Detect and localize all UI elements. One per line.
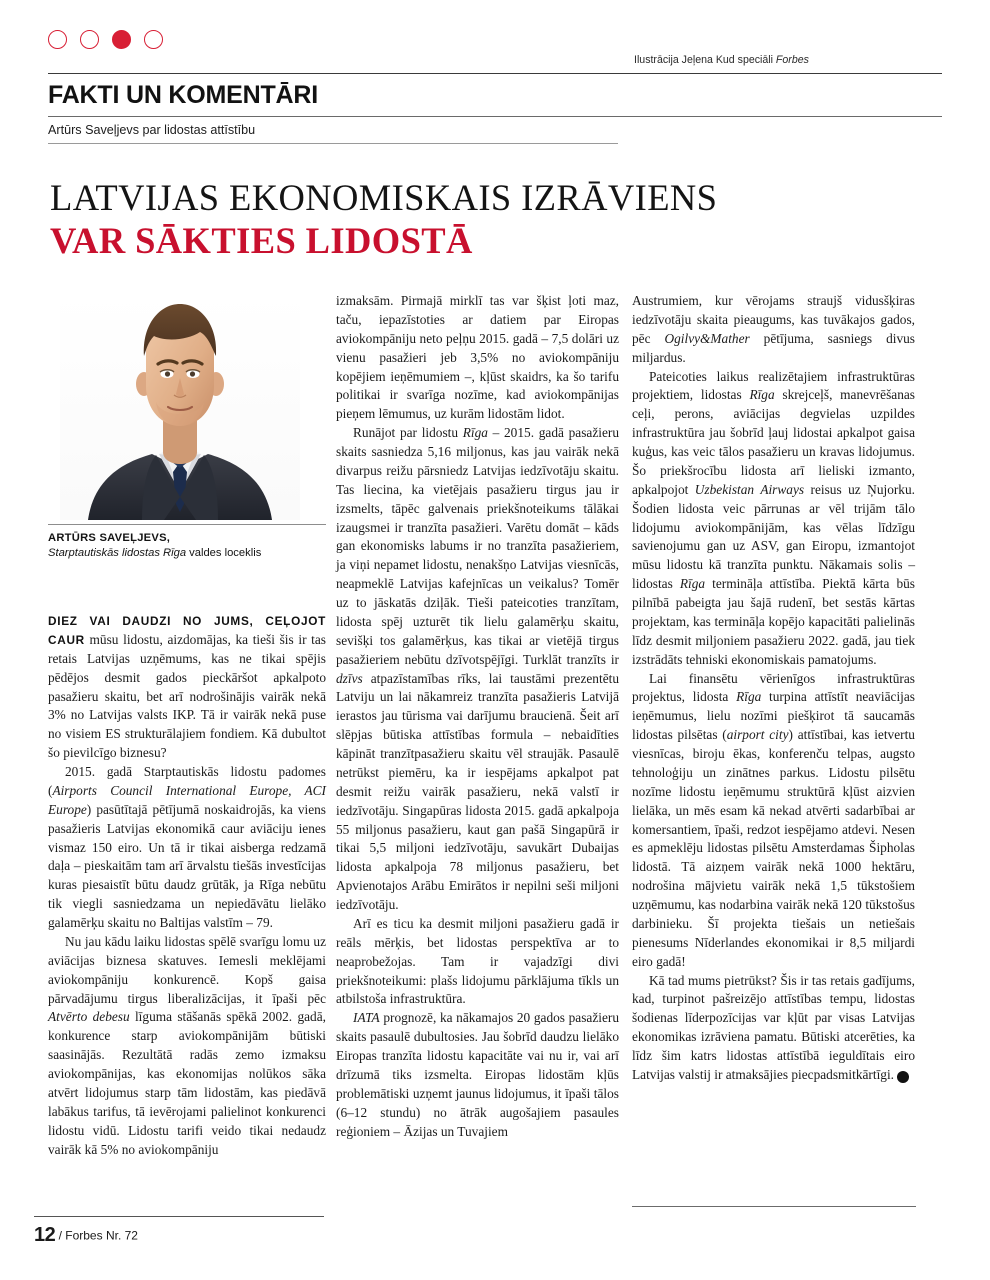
c2-p2-a: Runājot par lidostu (353, 425, 463, 441)
c3-p3-italic-airport-city: airport city (726, 727, 789, 743)
c3-p2-b: skrejceļš, manevrēšanas ceļi, perons, aviācijas degvielas uzpildes infrastruktūra jau šobrīd ļauj lidostai apkalpot gaisa kuģus, kas veic tālos pasažieru un kravas lidojumus. Šo priekšrocību lidosta arī lieliski izmanto, apkalpojot (632, 387, 916, 497)
c3-p4-text: Kā tad mums pietrūkst? Šis ir tas retais gadījums, kad, turpinot pašreizējo attīstības tempu, lidostas šodienas līderpozīcijas var kļūt par visas Latvijas ekonomikas izrāviena pamatu. Būtiski atcerēties, ka līdz šim katrs lidostas attīstībā ieguldītais eiro Latvijas valstij ir atmaksājies piecpadsmitkārtīgi. (632, 972, 915, 1082)
c3-p1-italic-ogilvy: Ogilvy&Mather (664, 330, 750, 346)
paragraph-c2-p3: Arī es ticu ka desmit miljoni pasažieru gadā ir reāls mērķis, bet lidostas perspektīva ar to neaprobežojas. Tam ir vajadzīgi divi priekšnoteikumi: plašs lidojumu pārklājuma tīkls un atbilstoša infrastruktūra. (336, 915, 619, 1007)
article-column-1 (48, 612, 326, 1159)
c3-p3-a: Lai finansētu vērienīgos infrastruktūras projektus, lidosta (632, 670, 915, 705)
author-byline (48, 531, 333, 562)
c3-p3-b: turpina attīstīt neaviācijas ieņēmumus, lielu nozīmi piešķirot tā saucamās lidostas pilsētas ( (632, 689, 915, 743)
paragraph-c3-p3 (632, 670, 915, 972)
forbes-end-mark-icon: F (897, 1071, 909, 1083)
portrait-svg (60, 292, 300, 520)
paragraph-c3-p1 (632, 292, 915, 368)
paragraph-c3-p2 (632, 368, 915, 670)
headline-line-2: VAR SĀKTIES LIDOSTĀ (50, 219, 473, 261)
c2-p2-b: – 2015. gadā pasažieru skaits sasniedza 5,16 miljonus, kas jau vairāk nekā divarpus reižu pārsniedz Latvijas iedzīvotāju skaitu. Tas liecina, ka vietējais pasažieru tirgus jau ir izsmelts, tāpēc galvenais priekšnoteikums tālākai izaugsmei ir tranzīta pasažieri. Varētu domāt – kāds gan ekonomisks labums ir no tranzīta pasažieriem, ja viņi nepamet lidostu, nenakšņo Latvijas viesnīcās, neapmeklē Latvijas kafejnīcas un veikalus? Tomēr uz to jāskatās dziļāk. Tieši pateicoties tranzītam, lidosta spēj uzturēt tik lielu galamērķu skaitu, sevišķi tos galamērķus, kas tikai ar vietējā tirgus pasažieriem nebūtu dzīvotspējīgi. Turklāt tranzīts ir (336, 425, 619, 667)
c2-p2-italic-dzivs: dzīvs (336, 670, 363, 686)
byline-rule (48, 524, 326, 525)
dot-row (48, 26, 942, 52)
paragraph-c2-p2 (336, 424, 619, 915)
article-column-3 (632, 292, 920, 1085)
dot-icon-4 (144, 30, 163, 49)
c3-p1-a: Austrumiem, kur vērojams straujš vidusšķiras iedzīvotāju skaita pieaugums, kas tuvākajos gados, pēc (632, 293, 915, 346)
author-role (48, 547, 261, 559)
c3-p2-c: reisus uz Ņujorku. Šodien lidosta veic pārrunas ar vēl trijām tālo lidojumu aviokompānijām, kas vēlas līdzīgu savienojumu gan uz ASV, gan Eiropu, izmantojot mūsu lidostu kā tranzīta punktu. Nākamais solis – lidostas (632, 481, 915, 592)
credit-brand: Forbes (775, 54, 809, 66)
author-portrait-illustration (60, 292, 300, 520)
credit-prefix: Ilustrācija Jeļena Kud speciāli (634, 54, 776, 66)
headline-line-1: LATVIJAS EKONOMISKAIS IZRĀVIENS (50, 177, 718, 218)
paragraph-c1-p2 (48, 763, 326, 933)
paragraph-c2-p4 (336, 1009, 619, 1141)
c3-p1-b: pētījuma, sasniegs divus miljardus. (632, 330, 915, 365)
dot-icon-2 (80, 30, 99, 49)
c2-p2-c: atpazīstamības rīks, lai taustāmi prezentētu Latviju un lai nākamreiz tranzīta pasažieris Latvijā ierastos jau tūrisma vai darījumu braucienā. Šeit arī slēpjas būtiska attīstības formula – nebaidīties kāpināt tranzītpasažieru skaitu vēl straujāk. Pasaulē netrūkst piemēru, ka ir iespējams apkalpot pat desmit reižu vairāk pasažieru, nekā valstī ir iedzīvotāju. Singapūras lidosta 2015. gadā apkalpoja 55 miljonus pasažieru, kaut gan pašā Singapūrā ir tikai 5,5 miljoni iedzīvotāju, savukārt Dubaijas lidosta apkalpoja 78 miljonus pasažieru, bet Apvienotajos Arābu Emirātos ir nepilni seši miljoni iedzīvotāju. (336, 670, 619, 912)
c1-p2-b: ) pasūtītajā pētījumā noskaidrojās, ka viens pasažieris Latvijas ekonomikā caur aviāciju ienes vismaz 150 eiro. Un tā ir tikai aisberga redzamā daļa – pieskaitām tam arī ārvalstu tiešās investīcijas kuras piesaistīt būtu daudz grūtāk, ja Rīga nebūtu tik viegli sasniedzama un nepiedāvātu lielāko galamērķu skaitu no Baltijas valstīm – 79. (48, 801, 326, 930)
masthead-rule-bottom (48, 143, 618, 144)
c1-p2-a: 2015. gadā Starptautiskās lidostu padomes ( (48, 764, 326, 798)
illustration-credit (634, 54, 809, 66)
paragraph-c1-p3 (48, 933, 326, 1160)
subsection-title: Artūrs Saveļjevs par lidostas attīstību (48, 122, 256, 137)
lede-body: mūsu lidostu, aizdomājas, ka tieši šis ir tas retais Latvijas uzņēmums, kas ne tikai spējis pēdējos desmit gados pieckāršot apkalpoto pasažieru skaitu, bet arī nodrošinājis vairāk nekā 3% no Latvijas valsts IKP. Tā ir vairāk nekā puse no visiem ES strukturālajiem fondiem. Kā dubultot šo pievilcīgo biznesu? (48, 631, 326, 761)
c3-p2-italic-riga-2: Rīga (679, 576, 706, 592)
c3-p2-d: termināļa attīstība. Piektā kārta būs pilnībā pabeigta jau šajā rudenī, bet sestās kārtas projektam, kas termināļa kopējo kapacitāti palielinās līdz desmit miljoniem pasažieru 2022. gadā, jau tiek izstrādāts tehniski ekonomiskais pamatojums. (632, 576, 915, 667)
article-column-2 (336, 292, 619, 1141)
lede-opening-phrase: DIEZ VAI DAUDZI NO JUMS, CEĻOJOT CAUR (48, 614, 326, 647)
c1-p3-b: līguma stāšanās spēkā 2002. gadā, konkurence starp aviokompānijām būtiski saasinājās. Rezultātā radās zemo izmaksu aviokompānijas, kas ekonomijas nolūkos sāka atvērt lidojumus starp tām lidostām, kas piedāvā labākus tarifus, tā ievērojami palielinot konkurenci lidostu vidū. Lidostu tarifi veido tikai nedaudz vairāk kā 5% no aviokompāniju (48, 1009, 326, 1157)
c1-p2-italic-aci: Airports Council International Europe, ACI Europe (48, 782, 326, 817)
c3-p2-italic-riga-1: Rīga (749, 387, 775, 403)
section-title: FAKTI UN KOMENTĀRI (48, 81, 318, 109)
c3-p3-c: ) attīstībai, kas ietvertu viesnīcas, biroju ēkas, konferenču telpas, augsto tehnoloģiju un zinātnes parkus. Lidostu pilsētu nozīme lidostu ieņēmumu struktūrā kļūst aizvien lielāka, un mēs esam kā nekad atvērti sadarbībai ar komersantiem, īpaši, redzot iespējamo atdevi. Nesen es apmeklēju lidostas pilsētu Amsterdamas Šipholas lidostā. Tā aizņem vairāk nekā 1000 hektāru, nodrošina mājvietu vairāk nekā 1,5 tūkstošiem uzņēmumu, kas nodarbina vairāk nekā 120 tūkstošus darbinieku. Šī projekta tiešais un netiešais pienesums Nīderlandes ekonomikai ir 8,5 miljardi eiro gadā! (632, 727, 915, 969)
author-role-rest: valdes loceklis (186, 547, 262, 560)
author-role-italic: Starptautiskās lidostas Rīga (48, 547, 187, 560)
dot-icon-1 (48, 30, 67, 49)
folio-issue: / Forbes Nr. 72 (58, 1228, 138, 1243)
c3-p3-italic-riga: Rīga (736, 689, 762, 705)
c3-p2-italic-uzbekistan-airways: Uzbekistan Airways (694, 481, 805, 497)
page-title (50, 178, 810, 262)
c2-p2-italic-riga: Rīga (462, 425, 488, 441)
author-name: ARTŪRS SAVEĻJEVS, (48, 532, 171, 544)
masthead (48, 26, 942, 144)
c1-p3-italic-open-skies: Atvērto debesu (48, 1009, 130, 1025)
footer-rule-left (34, 1216, 324, 1217)
paragraph-c2-p1: izmaksām. Pirmajā mirklī tas var šķist ļoti maz, taču, iepazīstoties ar datiem par Eiropas aviokompāniju neto peļņu 2015. gadā – 7,5 dolāri uz vienu pasažieri jeb 3,5% no aviokompāniju kopējiem ieņēmumiem –, kļūst skaidrs, ka šo tarifu politikai ir svarīga nozīme, kad aviokompānijas pieņem lēmumus, uz kurām lidostām lidot. (336, 293, 619, 422)
c2-p4-italic-iata: IATA (353, 1010, 380, 1026)
dot-icon-3-filled (112, 30, 131, 49)
page-folio (34, 1224, 138, 1247)
paragraph-lede (48, 612, 326, 763)
folio-page-number: 12 (34, 1224, 56, 1246)
c3-p2-a: Pateicoties laikus realizētajiem infrastruktūras projektiem, lidostas (632, 368, 915, 403)
c1-p3-a: Nu jau kādu laiku lidostas spēlē svarīgu lomu uz aviācijas biznesa skatuves. Iemesli meklējami aviokompāniju konkurencē. Kopš gaisa pārvadājumu tirgus liberalizācijas, it īpaši pēc (48, 933, 326, 1006)
paragraph-c3-p4 (632, 972, 920, 1085)
c2-p4-a: prognozē, ka nākamajos 20 gados pasažieru skaits pasaulē dubultosies. Jau šobrīd daudzu lielāko Eiropas tranzīta lidostu kapacitāte vai nu ir, vai arī drīzumā tiks izsmelta. Eiropas lidostām kļūs problemātiski uzņemt jaunus lidojumus, it īpaši tālos (6–12 stundu) no ātrāk augošajiem pasaules reģioniem – Āzijas un Tuvajiem (336, 1010, 619, 1139)
footer-rule-right (632, 1206, 916, 1207)
